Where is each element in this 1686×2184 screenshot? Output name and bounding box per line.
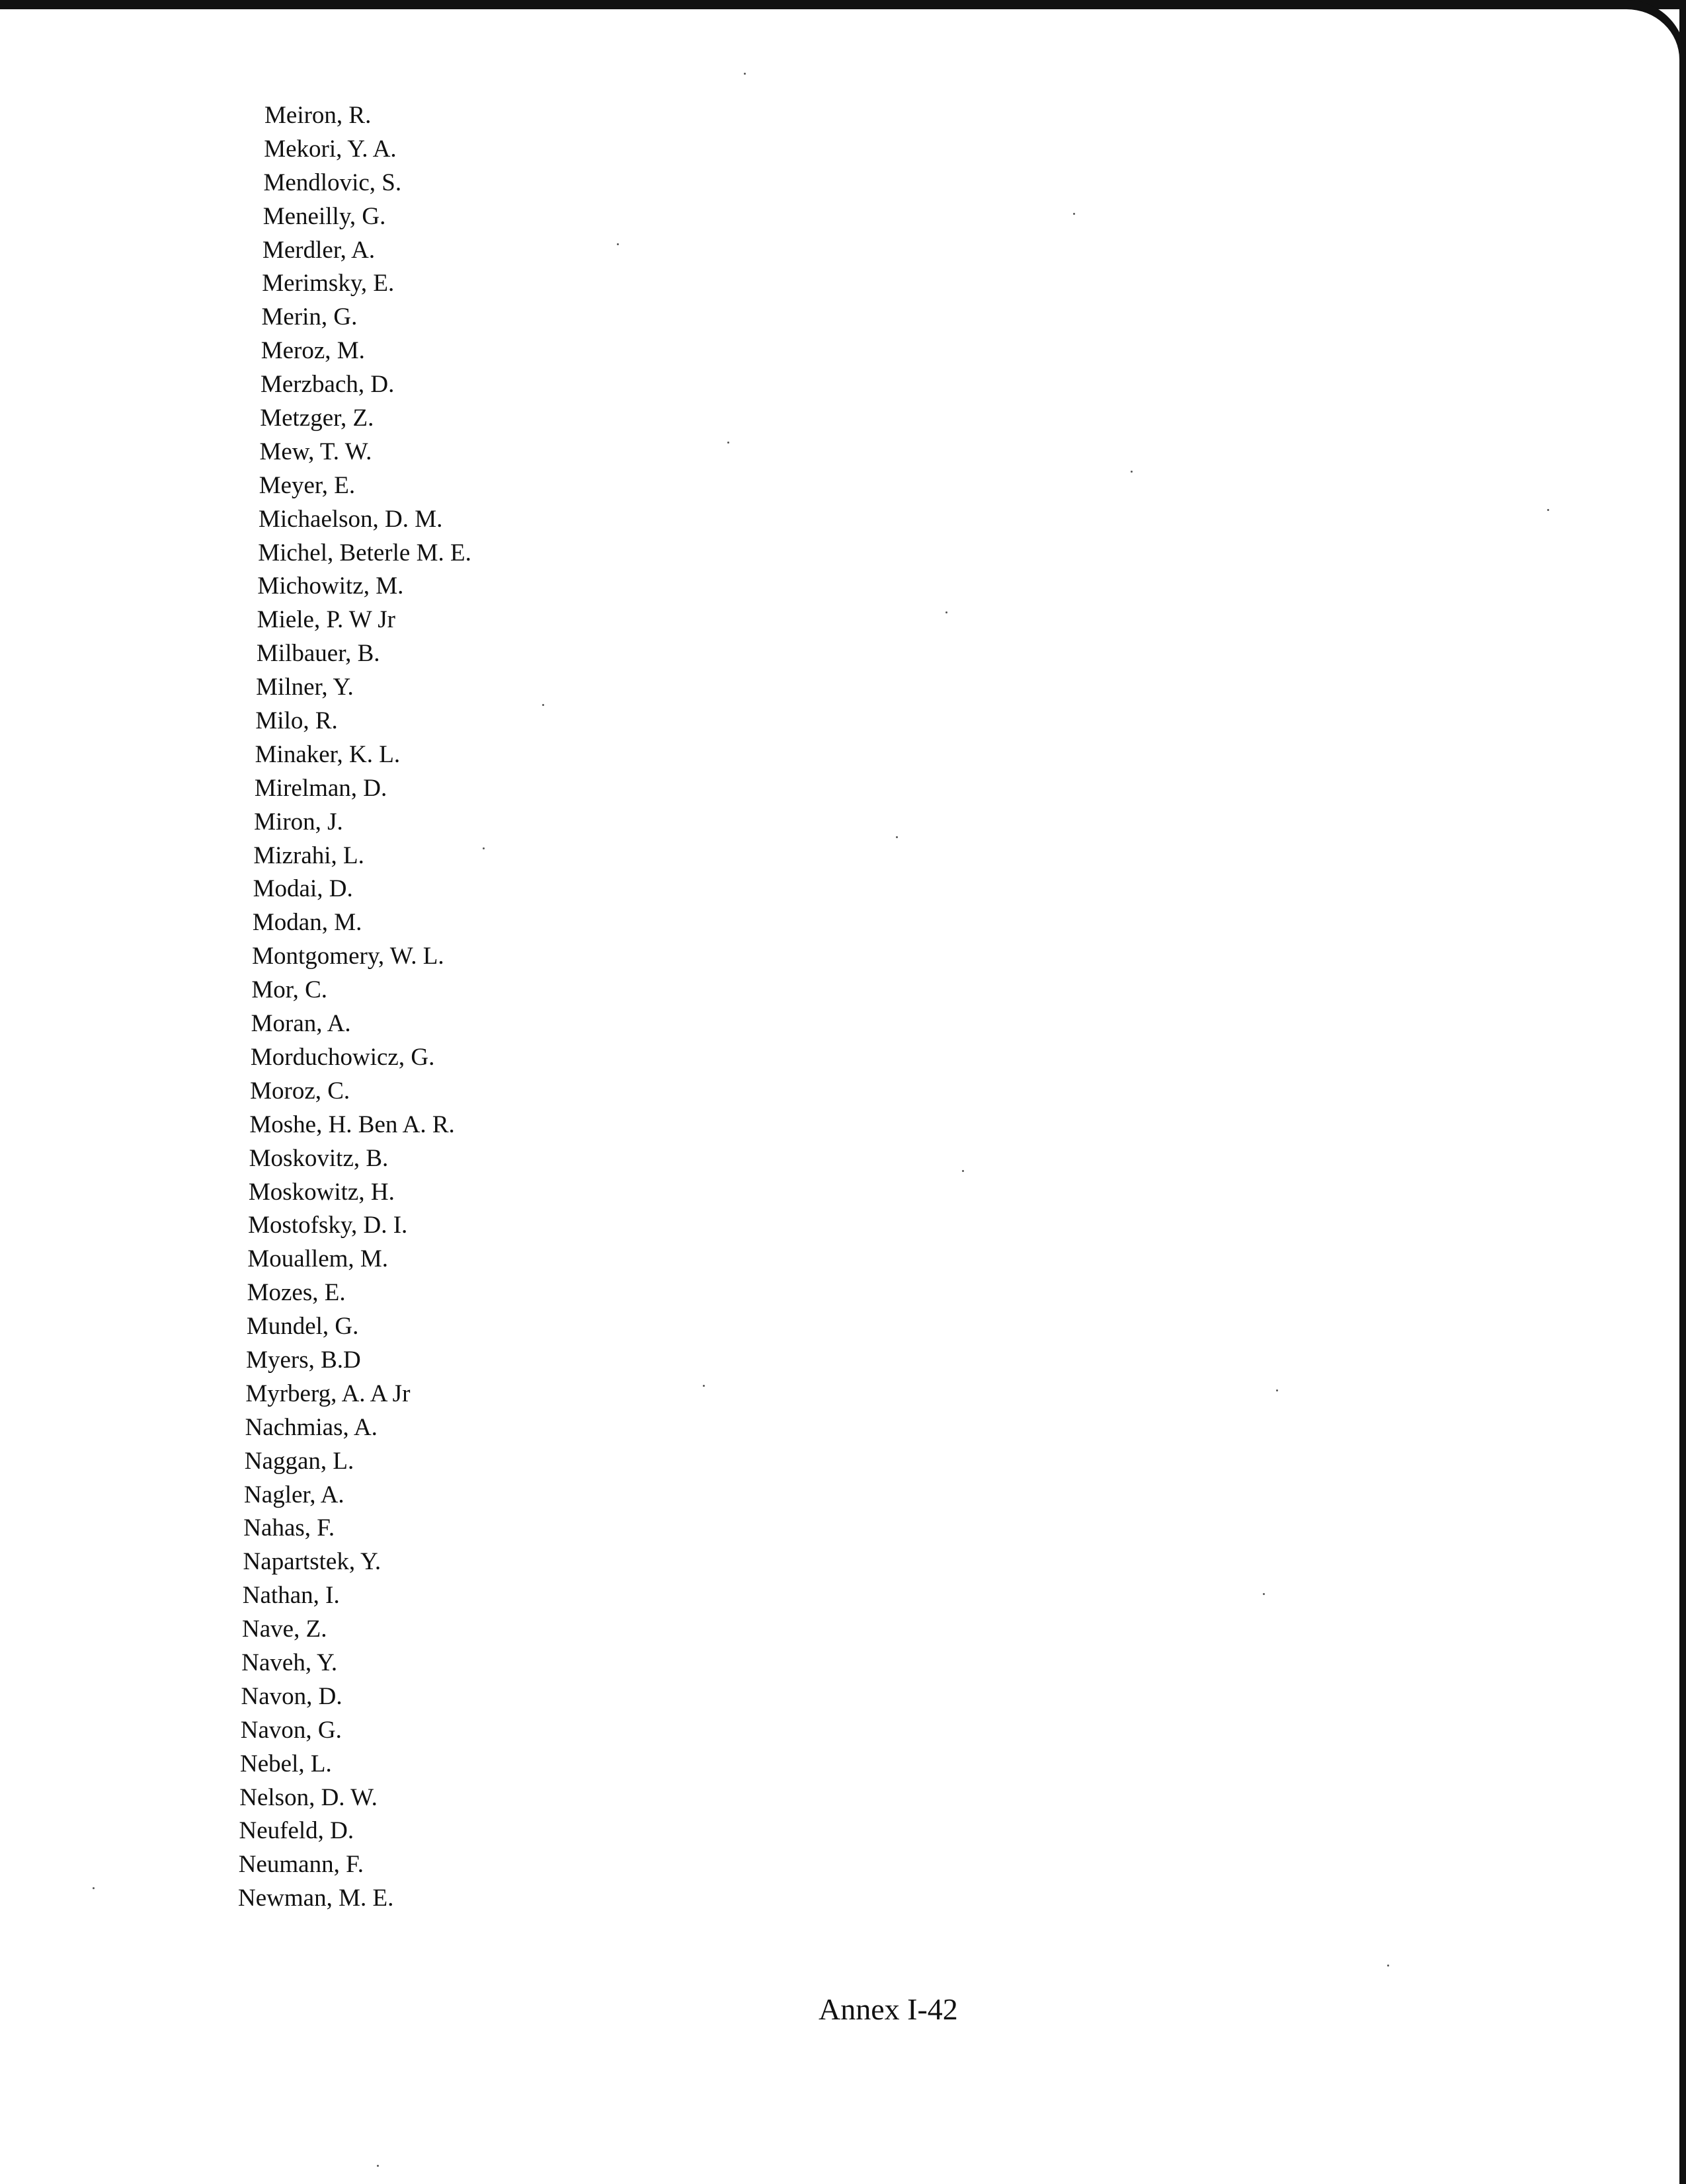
- scan-speck: [962, 1170, 964, 1172]
- name-list-item: Mendlovic, S.: [263, 169, 402, 196]
- name-list-item: Merimsky, E.: [262, 270, 395, 297]
- scan-speck: [93, 1887, 95, 1889]
- name-list-item: Meiron, R.: [264, 102, 372, 129]
- name-list-item: Milner, Y.: [256, 674, 354, 701]
- scan-speck: [703, 1385, 705, 1387]
- scan-speck: [1131, 471, 1133, 473]
- scan-speck: [1276, 1389, 1278, 1391]
- scan-right-border: [1679, 0, 1686, 2184]
- scan-speck: [896, 836, 898, 838]
- name-list-item: Milo, R.: [255, 707, 338, 735]
- name-list-item: Moshe, H. Ben A. R.: [249, 1111, 455, 1138]
- name-list-item: Michel, Beterle M. E.: [258, 539, 471, 566]
- name-list-item: Nachmias, A.: [245, 1413, 378, 1441]
- name-list-item: Modai, D.: [253, 875, 353, 903]
- name-list-item: Nathan, I.: [242, 1582, 340, 1610]
- name-list-item: Mekori, Y. A.: [264, 135, 397, 163]
- name-list-item: Nebel, L.: [240, 1750, 332, 1777]
- name-list-item: Miele, P. W Jr: [257, 606, 396, 634]
- scan-speck: [542, 704, 544, 706]
- name-list-item: Meyer, E.: [259, 471, 356, 499]
- name-list-item: Nagler, A.: [244, 1481, 344, 1508]
- name-list-item: Minaker, K. L.: [255, 740, 401, 768]
- name-list-item: Meneilly, G.: [262, 202, 386, 230]
- scan-speck: [1073, 213, 1075, 215]
- scan-top-border: [0, 0, 1686, 9]
- name-list-item: Myers, B.D: [246, 1346, 361, 1374]
- name-list-item: Mostofsky, D. I.: [248, 1212, 408, 1239]
- name-list-item: Mor, C.: [251, 976, 328, 1004]
- name-list-item: Navon, G.: [240, 1716, 342, 1744]
- name-list-item: Mizrahi, L.: [253, 841, 364, 869]
- name-list-item: Mundel, G.: [246, 1313, 359, 1341]
- name-list-item: Newman, M. E.: [238, 1885, 394, 1912]
- name-list-item: Miron, J.: [254, 808, 343, 836]
- scan-speck: [945, 611, 947, 613]
- name-list-item: Michowitz, M.: [257, 572, 404, 600]
- name-list-item: Merin, G.: [261, 303, 358, 331]
- name-list-item: Moskowitz, H.: [248, 1178, 395, 1206]
- name-list-item: Mouallem, M.: [247, 1245, 389, 1273]
- scan-speck: [617, 243, 619, 245]
- name-list-item: Nahas, F.: [243, 1514, 335, 1542]
- name-list-item: Merdler, A.: [262, 236, 376, 264]
- name-list-item: Napartstek, Y.: [243, 1548, 381, 1576]
- scan-speck: [1547, 509, 1549, 511]
- page-number-footer: Annex I-42: [819, 1992, 958, 2026]
- name-list-item: Mirelman, D.: [254, 774, 387, 802]
- name-list-item: Nelson, D. W.: [239, 1783, 378, 1811]
- name-list-item: Milbauer, B.: [256, 640, 380, 668]
- name-list-item: Metzger, Z.: [260, 405, 374, 432]
- scan-speck: [1263, 1593, 1265, 1595]
- name-list-item: Moskovitz, B.: [249, 1144, 389, 1172]
- name-list-item: Meroz, M.: [261, 337, 365, 365]
- name-list-item: Mew, T. W.: [259, 438, 372, 465]
- scan-speck: [744, 73, 746, 75]
- scan-speck: [727, 442, 729, 444]
- name-list-item: Morduchowicz, G.: [250, 1043, 435, 1071]
- name-list-item: Modan, M.: [252, 909, 362, 937]
- name-list-item: Montgomery, W. L.: [252, 943, 444, 970]
- name-list-item: Naveh, Y.: [241, 1649, 338, 1676]
- name-list-item: Naggan, L.: [244, 1447, 354, 1475]
- name-list-item: Nave, Z.: [242, 1616, 327, 1643]
- author-name-list: [0, 99, 471, 1916]
- scan-speck: [377, 2165, 379, 2167]
- name-list-item: Neufeld, D.: [239, 1817, 354, 1845]
- name-list-item: Michaelson, D. M.: [258, 505, 443, 533]
- scan-speck: [483, 847, 485, 849]
- name-list-item: Myrberg, A. A Jr: [245, 1380, 411, 1407]
- name-list-item: Neumann, F.: [238, 1851, 364, 1879]
- scan-speck: [1387, 1965, 1389, 1967]
- name-list-item: Moroz, C.: [250, 1077, 350, 1105]
- name-list-item: Navon, D.: [241, 1682, 342, 1710]
- name-list-item: Mozes, E.: [247, 1279, 346, 1307]
- name-list-item: Moran, A.: [251, 1010, 351, 1038]
- name-list-item: Merzbach, D.: [260, 371, 395, 399]
